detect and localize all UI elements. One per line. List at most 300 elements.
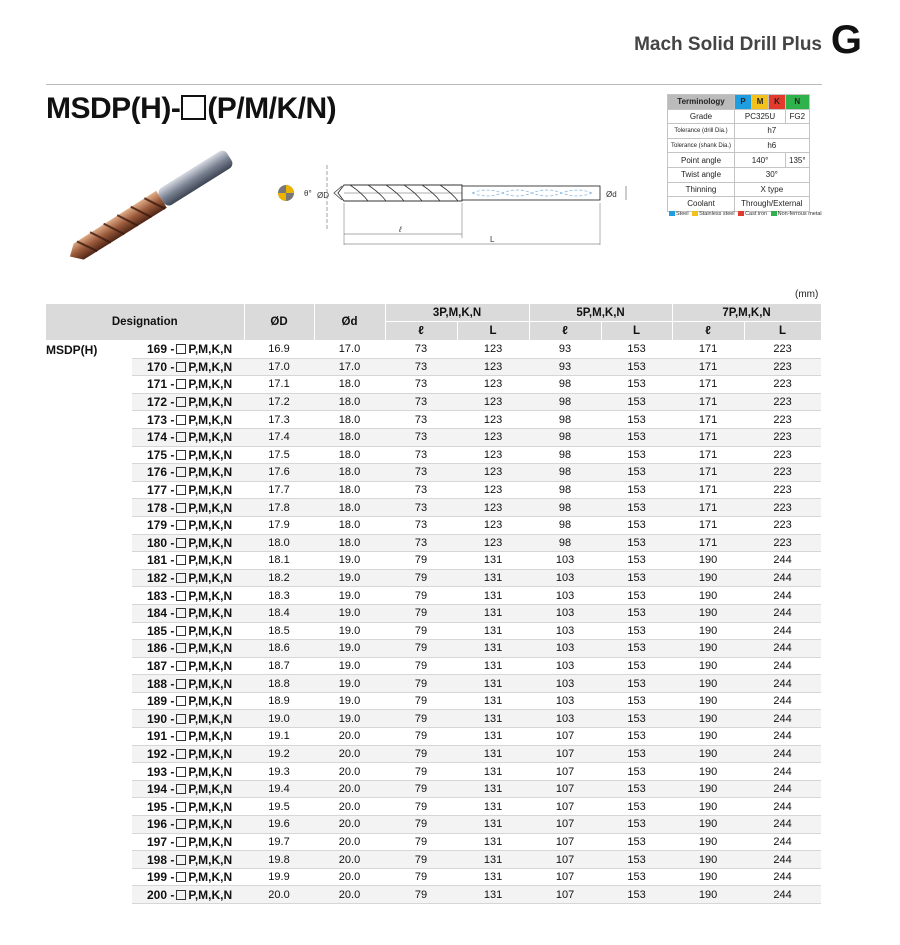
cell-L5: 153 — [601, 393, 672, 411]
designation-suffix: P,M,K,N — [188, 430, 233, 445]
designation-suffix: P,M,K,N — [188, 571, 233, 586]
table-row — [46, 728, 821, 746]
cell-L3: 131 — [457, 640, 529, 658]
table-row — [46, 851, 821, 869]
designation-suffix: P,M,K,N — [188, 799, 233, 814]
designation-number: 181 - — [147, 553, 175, 568]
designation-number: 187 - — [147, 658, 175, 673]
total-length-label: L — [490, 235, 495, 244]
cell-l5: 93 — [529, 341, 601, 359]
designation-suffix: P,M,K,N — [188, 711, 233, 726]
legend-swatch-p — [669, 211, 675, 216]
cell-L3: 123 — [457, 534, 529, 552]
cell-L3: 131 — [457, 886, 529, 904]
cell-D: 18.4 — [244, 604, 314, 622]
size-placeholder-box — [176, 555, 186, 565]
cell-l7: 190 — [672, 851, 744, 869]
table-row — [46, 341, 821, 359]
series-label — [46, 534, 132, 552]
cell-L7: 244 — [744, 886, 821, 904]
cell-L3: 131 — [457, 552, 529, 570]
cell-l7: 190 — [672, 710, 744, 728]
cell-L3: 131 — [457, 728, 529, 746]
cell-D: 19.0 — [244, 710, 314, 728]
model-suffix: (P/M/K/N) — [207, 92, 337, 125]
cell-L7: 223 — [744, 499, 821, 517]
cell-l5: 98 — [529, 393, 601, 411]
cell-D: 18.2 — [244, 569, 314, 587]
cell-L5: 153 — [601, 833, 672, 851]
legend-text: Non-ferrous metal — [777, 211, 822, 217]
spec-row-twist-angle — [668, 167, 810, 182]
cell-D: 17.2 — [244, 393, 314, 411]
cell-L5: 153 — [601, 341, 672, 359]
series-label — [46, 428, 132, 446]
cell-L3: 123 — [457, 446, 529, 464]
designation-number: 200 - — [147, 887, 175, 902]
material-legend — [667, 211, 822, 217]
cell-L5: 153 — [601, 358, 672, 376]
designation-code — [132, 446, 244, 464]
designation-number: 173 - — [147, 412, 175, 427]
table-row — [46, 798, 821, 816]
cell-L5: 153 — [601, 569, 672, 587]
designation-suffix: P,M,K,N — [188, 553, 233, 568]
cell-L3: 131 — [457, 622, 529, 640]
designation-code — [132, 481, 244, 499]
cell-L5: 153 — [601, 692, 672, 710]
cell-l5: 98 — [529, 481, 601, 499]
cell-l5: 107 — [529, 798, 601, 816]
legend-text: Cast iron — [745, 211, 768, 217]
cell-l3: 73 — [385, 411, 457, 429]
designation-number: 171 - — [147, 377, 175, 392]
cell-D: 17.4 — [244, 428, 314, 446]
cell-l7: 171 — [672, 446, 744, 464]
table-row — [46, 604, 821, 622]
cell-l3: 79 — [385, 728, 457, 746]
spec-label: Tolerance (drill Dia.) — [668, 124, 735, 139]
designation-number: 191 - — [147, 729, 175, 744]
cell-d: 17.0 — [314, 358, 385, 376]
designation-suffix: P,M,K,N — [188, 535, 233, 550]
cell-L3: 123 — [457, 516, 529, 534]
cell-L3: 131 — [457, 851, 529, 869]
cell-D: 19.3 — [244, 763, 314, 781]
cell-L7: 244 — [744, 745, 821, 763]
cell-L5: 153 — [601, 622, 672, 640]
cell-l7: 190 — [672, 798, 744, 816]
designation-code — [132, 868, 244, 886]
cell-l3: 79 — [385, 710, 457, 728]
designation-number: 189 - — [147, 694, 175, 709]
cell-l5: 98 — [529, 428, 601, 446]
cell-l5: 103 — [529, 569, 601, 587]
cell-l5: 107 — [529, 833, 601, 851]
cell-l7: 190 — [672, 675, 744, 693]
cell-L3: 131 — [457, 833, 529, 851]
col-designation: Designation — [46, 304, 244, 341]
cell-l5: 103 — [529, 657, 601, 675]
cell-L3: 131 — [457, 763, 529, 781]
designation-suffix: P,M,K,N — [188, 588, 233, 603]
table-row — [46, 464, 821, 482]
cell-L7: 244 — [744, 675, 821, 693]
col-group-5: 5P,M,K,N — [529, 304, 672, 322]
cell-L7: 223 — [744, 464, 821, 482]
cell-l7: 171 — [672, 481, 744, 499]
designation-number: 185 - — [147, 623, 175, 638]
designation-number: 190 - — [147, 711, 175, 726]
cell-D: 19.6 — [244, 816, 314, 834]
size-placeholder-box — [176, 362, 186, 372]
cell-L5: 153 — [601, 851, 672, 869]
col-small-d: Ød — [314, 304, 385, 341]
cell-L3: 131 — [457, 816, 529, 834]
table-row — [46, 393, 821, 411]
cell-l3: 73 — [385, 499, 457, 517]
cell-D: 19.1 — [244, 728, 314, 746]
table-row — [46, 411, 821, 429]
designation-code — [132, 640, 244, 658]
size-placeholder-box — [176, 415, 186, 425]
cell-D: 19.8 — [244, 851, 314, 869]
cell-L5: 153 — [601, 640, 672, 658]
cell-d: 19.0 — [314, 552, 385, 570]
cell-D: 19.9 — [244, 868, 314, 886]
cell-D: 18.8 — [244, 675, 314, 693]
cell-L5: 153 — [601, 376, 672, 394]
spec-label: Point angle — [668, 153, 735, 168]
size-placeholder-box — [176, 591, 186, 601]
designation-number: 178 - — [147, 500, 175, 515]
cell-L3: 123 — [457, 428, 529, 446]
model-title — [46, 92, 336, 126]
cell-l7: 190 — [672, 552, 744, 570]
cell-D: 18.5 — [244, 622, 314, 640]
cell-D: 17.1 — [244, 376, 314, 394]
designation-number: 183 - — [147, 588, 175, 603]
cell-L5: 153 — [601, 499, 672, 517]
cell-l3: 79 — [385, 851, 457, 869]
cell-l7: 190 — [672, 833, 744, 851]
cell-L7: 244 — [744, 833, 821, 851]
series-label — [46, 376, 132, 394]
spec-value: X type — [735, 182, 810, 197]
designation-suffix: P,M,K,N — [188, 606, 233, 621]
cell-l5: 98 — [529, 446, 601, 464]
cell-L3: 131 — [457, 569, 529, 587]
spec-value: h6 — [735, 138, 810, 153]
designation-suffix: P,M,K,N — [188, 694, 233, 709]
cell-l7: 190 — [672, 780, 744, 798]
cell-l3: 79 — [385, 886, 457, 904]
cell-l5: 107 — [529, 851, 601, 869]
designation-suffix: P,M,K,N — [188, 852, 233, 867]
cell-L3: 131 — [457, 780, 529, 798]
designation-suffix: P,M,K,N — [188, 887, 233, 902]
size-placeholder-box — [176, 503, 186, 513]
size-placeholder-box — [176, 608, 186, 618]
table-row — [46, 780, 821, 798]
cell-L5: 153 — [601, 481, 672, 499]
cell-l5: 98 — [529, 376, 601, 394]
cell-l5: 103 — [529, 710, 601, 728]
designation-number: 172 - — [147, 395, 175, 410]
cell-l5: 103 — [529, 692, 601, 710]
size-placeholder-box — [176, 696, 186, 706]
spec-row-grade — [668, 109, 810, 124]
designation-suffix: P,M,K,N — [188, 518, 233, 533]
designation-number: 196 - — [147, 817, 175, 832]
designation-number: 193 - — [147, 764, 175, 779]
cell-d: 19.0 — [314, 640, 385, 658]
cell-l3: 79 — [385, 587, 457, 605]
cell-L7: 244 — [744, 798, 821, 816]
table-row — [46, 446, 821, 464]
cell-L7: 244 — [744, 728, 821, 746]
header-divider — [46, 84, 822, 85]
cell-l3: 73 — [385, 341, 457, 359]
cell-l5: 103 — [529, 622, 601, 640]
designation-number: 184 - — [147, 606, 175, 621]
designation-code — [132, 710, 244, 728]
spec-label: Twist angle — [668, 167, 735, 182]
designation-code — [132, 552, 244, 570]
col-total-7: L — [744, 322, 821, 341]
cell-L5: 153 — [601, 780, 672, 798]
spec-value: Through/External — [735, 197, 810, 212]
spec-table — [667, 94, 810, 212]
cell-l5: 98 — [529, 464, 601, 482]
size-placeholder-box — [176, 731, 186, 741]
cell-d: 20.0 — [314, 728, 385, 746]
cell-d: 18.0 — [314, 534, 385, 552]
cell-l3: 73 — [385, 358, 457, 376]
designation-code — [132, 411, 244, 429]
cell-l3: 73 — [385, 428, 457, 446]
series-label — [46, 604, 132, 622]
table-row — [46, 833, 821, 851]
cell-l7: 190 — [672, 692, 744, 710]
designation-suffix: P,M,K,N — [188, 447, 233, 462]
cell-l7: 171 — [672, 358, 744, 376]
cell-l7: 190 — [672, 763, 744, 781]
series-label — [46, 587, 132, 605]
col-flute-7: ℓ — [672, 322, 744, 341]
cell-d: 18.0 — [314, 376, 385, 394]
size-placeholder-box — [176, 749, 186, 759]
cell-l7: 171 — [672, 376, 744, 394]
size-placeholder-box — [176, 379, 186, 389]
designation-number: 170 - — [147, 359, 175, 374]
designation-suffix: P,M,K,N — [188, 782, 233, 797]
series-label — [46, 728, 132, 746]
designation-suffix: P,M,K,N — [188, 676, 233, 691]
cell-L3: 123 — [457, 341, 529, 359]
size-placeholder-box — [176, 837, 186, 847]
designation-number: 197 - — [147, 834, 175, 849]
legend-text: Steel — [676, 211, 689, 217]
cell-l3: 73 — [385, 481, 457, 499]
cell-l3: 79 — [385, 675, 457, 693]
cell-L3: 123 — [457, 376, 529, 394]
cell-l7: 190 — [672, 745, 744, 763]
series-label — [46, 657, 132, 675]
designation-code — [132, 622, 244, 640]
cell-D: 17.3 — [244, 411, 314, 429]
series-label — [46, 481, 132, 499]
col-group-3: 3P,M,K,N — [385, 304, 529, 322]
col-flute-3: ℓ — [385, 322, 457, 341]
spec-label: Tolerance (shank Dia.) — [668, 138, 735, 153]
size-placeholder-box — [176, 573, 186, 583]
size-placeholder-box — [176, 802, 186, 812]
cell-D: 19.5 — [244, 798, 314, 816]
group-p: P — [735, 95, 752, 110]
cell-l7: 190 — [672, 728, 744, 746]
legend-text: Stainless steel — [699, 211, 735, 217]
drill-shank — [156, 150, 234, 208]
designation-code — [132, 833, 244, 851]
series-label — [46, 622, 132, 640]
cell-L7: 244 — [744, 780, 821, 798]
designation-code — [132, 657, 244, 675]
table-row — [46, 622, 821, 640]
spec-value: FG2 — [786, 109, 810, 124]
series-label — [46, 798, 132, 816]
cell-l3: 79 — [385, 833, 457, 851]
size-placeholder-box — [176, 432, 186, 442]
designation-number: 177 - — [147, 483, 175, 498]
shank-diameter-label: Ød — [606, 190, 617, 199]
series-label — [46, 516, 132, 534]
cell-d: 20.0 — [314, 868, 385, 886]
cell-l5: 98 — [529, 411, 601, 429]
spec-value: PC325U — [735, 109, 786, 124]
group-n: N — [786, 95, 810, 110]
series-label — [46, 358, 132, 376]
cell-D: 19.2 — [244, 745, 314, 763]
designation-number: 176 - — [147, 465, 175, 480]
cell-l7: 171 — [672, 534, 744, 552]
col-big-d: ØD — [244, 304, 314, 341]
cell-L7: 223 — [744, 341, 821, 359]
cell-l3: 73 — [385, 376, 457, 394]
cell-D: 18.1 — [244, 552, 314, 570]
cell-L3: 131 — [457, 868, 529, 886]
cell-L7: 223 — [744, 411, 821, 429]
cell-l3: 73 — [385, 534, 457, 552]
designation-code — [132, 534, 244, 552]
spec-row-tol-shank — [668, 138, 810, 153]
series-label: MSDP(H) — [46, 342, 98, 357]
spec-header-label: Terminology — [668, 95, 735, 110]
cell-D: 19.7 — [244, 833, 314, 851]
table-row — [46, 534, 821, 552]
cell-D: 17.9 — [244, 516, 314, 534]
cell-l3: 73 — [385, 516, 457, 534]
designation-suffix: P,M,K,N — [188, 764, 233, 779]
designation-code — [132, 728, 244, 746]
cell-l5: 107 — [529, 868, 601, 886]
cell-l7: 171 — [672, 499, 744, 517]
cell-L7: 244 — [744, 710, 821, 728]
designation-code — [132, 464, 244, 482]
cell-d: 20.0 — [314, 798, 385, 816]
cell-L7: 223 — [744, 376, 821, 394]
cell-l5: 103 — [529, 552, 601, 570]
cell-d: 18.0 — [314, 411, 385, 429]
cell-L3: 131 — [457, 745, 529, 763]
cell-l3: 79 — [385, 798, 457, 816]
designation-number: 192 - — [147, 746, 175, 761]
table-row — [46, 763, 821, 781]
cell-l3: 79 — [385, 640, 457, 658]
designation-suffix: P,M,K,N — [188, 359, 233, 374]
designation-code — [132, 851, 244, 869]
size-placeholder-box — [181, 95, 206, 120]
cell-d: 19.0 — [314, 587, 385, 605]
cell-d: 20.0 — [314, 833, 385, 851]
cell-l7: 171 — [672, 341, 744, 359]
designation-code — [132, 393, 244, 411]
legend-swatch-k — [738, 211, 744, 216]
cell-L3: 131 — [457, 710, 529, 728]
cell-l3: 73 — [385, 446, 457, 464]
cell-L7: 244 — [744, 622, 821, 640]
cell-L7: 223 — [744, 446, 821, 464]
cell-L7: 223 — [744, 481, 821, 499]
cell-l3: 73 — [385, 464, 457, 482]
cell-l7: 190 — [672, 868, 744, 886]
cell-L7: 244 — [744, 657, 821, 675]
designation-code — [132, 428, 244, 446]
legend-swatch-n — [771, 211, 777, 216]
group-k: K — [769, 95, 786, 110]
designation-suffix: P,M,K,N — [188, 412, 233, 427]
designation-number: 175 - — [147, 447, 175, 462]
cell-L7: 244 — [744, 552, 821, 570]
cell-L5: 153 — [601, 816, 672, 834]
designation-number: 195 - — [147, 799, 175, 814]
cell-l7: 190 — [672, 604, 744, 622]
cell-d: 18.0 — [314, 499, 385, 517]
designation-number: 174 - — [147, 430, 175, 445]
cell-L5: 153 — [601, 868, 672, 886]
series-label — [46, 745, 132, 763]
cell-L5: 153 — [601, 587, 672, 605]
series-label — [46, 868, 132, 886]
designation-suffix: P,M,K,N — [188, 395, 233, 410]
cell-L5: 153 — [601, 534, 672, 552]
cell-d: 18.0 — [314, 446, 385, 464]
designation-number: 199 - — [147, 870, 175, 885]
designation-number: 194 - — [147, 782, 175, 797]
designation-code — [132, 763, 244, 781]
product-line-title: Mach Solid Drill Plus — [634, 34, 822, 55]
table-row — [46, 587, 821, 605]
designation-suffix: P,M,K,N — [188, 500, 233, 515]
cell-l3: 79 — [385, 780, 457, 798]
series-label — [46, 464, 132, 482]
designation-number: 179 - — [147, 518, 175, 533]
size-placeholder-box — [176, 855, 186, 865]
designation-code — [132, 886, 244, 904]
cell-l5: 93 — [529, 358, 601, 376]
cell-d: 19.0 — [314, 657, 385, 675]
cell-l5: 103 — [529, 640, 601, 658]
